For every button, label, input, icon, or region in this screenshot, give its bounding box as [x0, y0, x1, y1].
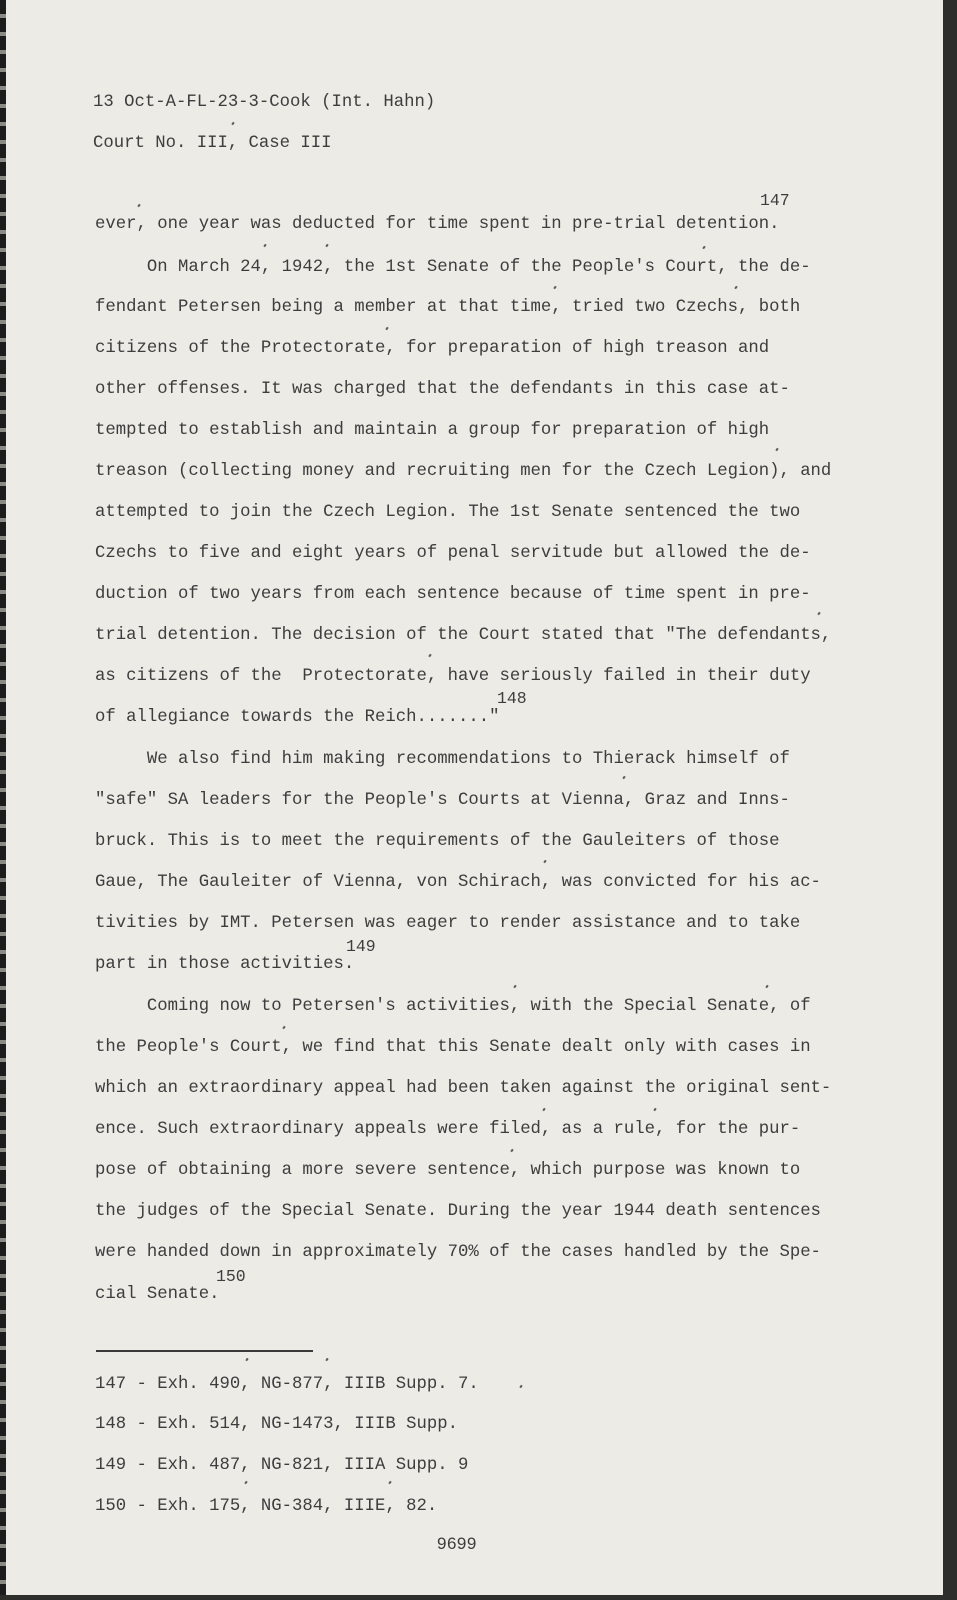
body-line: On March 24, 1942, the 1st Senate of the People's Court, the de-: [95, 258, 811, 277]
body-line: cial Senate.: [95, 1285, 220, 1304]
scan-speck: [513, 985, 516, 989]
scan-edge-bottom: [0, 1595, 957, 1600]
body-line: We also find him making recommendations to Thierack himself of: [95, 750, 790, 769]
scan-speck: [231, 122, 234, 126]
scan-speck: [543, 860, 546, 864]
scan-speck: [385, 327, 388, 331]
body-line: fendant Petersen being a member at that time, tried two Czechs, both: [95, 298, 801, 317]
body-line: were handed down in approximately 70% of the cases handled by the Spe-: [95, 1243, 821, 1262]
body-line: citizens of the Protectorate, for preparation of high treason and: [95, 339, 770, 358]
scan-speck: [702, 246, 705, 250]
footnote-ref-150: 150: [216, 1267, 246, 1286]
body-line: part in those activities.: [95, 955, 355, 974]
body-line: tempted to establish and maintain a group for preparation of high: [95, 421, 770, 440]
footnote-149: 149 - Exh. 487, NG-821, IIIA Supp. 9: [95, 1456, 469, 1475]
scan-speck: [653, 1108, 656, 1112]
body-line: trial detention. The decision of the Court stated that "The defendants,: [95, 626, 832, 645]
scan-speck: [510, 1149, 513, 1153]
scan-speck: [428, 654, 431, 658]
footnote-ref-147: 147: [760, 191, 790, 210]
body-line: Czechs to five and eight years of penal servitude but allowed the de-: [95, 544, 811, 563]
scan-speck: [137, 204, 140, 208]
body-line: ever, one year was deducted for time spent in pre-trial detention.: [95, 215, 780, 234]
body-line: attempted to join the Czech Legion. The 1st Senate sentenced the two: [95, 503, 801, 522]
header-court: Court No. III, Case III: [93, 134, 332, 153]
scan-speck: [553, 286, 556, 290]
scan-edge-right: [943, 0, 957, 1600]
scan-speck: [244, 1481, 247, 1485]
scan-speck: [542, 1108, 545, 1112]
body-line: bruck. This is to meet the requirements of the Gauleiters of those: [95, 832, 780, 851]
footnote-ref-148: 148: [497, 689, 527, 708]
scan-speck: [622, 776, 625, 780]
binder-edge: [0, 0, 6, 1600]
body-line: "safe" SA leaders for the People's Courts at Vienna, Graz and Inns-: [95, 791, 790, 810]
header-reference: 13 Oct-A-FL-23-3-Cook (Int. Hahn): [93, 93, 436, 112]
body-line: the judges of the Special Senate. During the year 1944 death sentences: [95, 1202, 821, 1221]
scan-speck: [775, 448, 778, 452]
footnote-divider: [96, 1350, 313, 1352]
footnote-148: 148 - Exh. 514, NG-1473, IIIB Supp.: [95, 1415, 458, 1434]
body-line: pose of obtaining a more severe sentence, which purpose was known to: [95, 1161, 801, 1180]
body-line: treason (collecting money and recruiting men for the Czech Legion), and: [95, 462, 832, 481]
scan-speck: [325, 244, 328, 248]
scan-speck: [325, 1358, 328, 1362]
scan-speck: [817, 612, 820, 616]
page-number: 9699: [437, 1534, 477, 1553]
body-line: which an extraordinary appeal had been taken against the original sent-: [95, 1079, 832, 1098]
scan-speck: [388, 1481, 391, 1485]
body-line: ence. Such extraordinary appeals were filed, as a rule, for the pur-: [95, 1120, 801, 1139]
scan-speck: [519, 1385, 522, 1389]
scan-speck: [263, 244, 266, 248]
scan-speck: [245, 1358, 248, 1362]
scan-speck: [765, 985, 768, 989]
body-line: the People's Court, we find that this Senate dealt only with cases in: [95, 1038, 811, 1057]
body-line: as citizens of the Protectorate, have seriously failed in their duty: [95, 667, 811, 686]
scan-speck: [282, 1026, 285, 1030]
footnote-147: 147 - Exh. 490, NG-877, IIIB Supp. 7.: [95, 1375, 479, 1394]
body-line: other offenses. It was charged that the defendants in this case at-: [95, 380, 790, 399]
footnote-ref-149: 149: [346, 937, 376, 956]
body-line: Coming now to Petersen's activities, with the Special Senate, of: [95, 997, 811, 1016]
body-line: Gaue, The Gauleiter of Vienna, von Schirach, was convicted for his ac-: [95, 873, 821, 892]
body-line: duction of two years from each sentence because of time spent in pre-: [95, 585, 811, 604]
footnote-150: 150 - Exh. 175, NG-384, IIIE, 82.: [95, 1497, 438, 1516]
body-line: of allegiance towards the Reich.......": [95, 708, 500, 727]
body-line: tivities by IMT. Petersen was eager to render assistance and to take: [95, 914, 801, 933]
scan-speck: [734, 286, 737, 290]
